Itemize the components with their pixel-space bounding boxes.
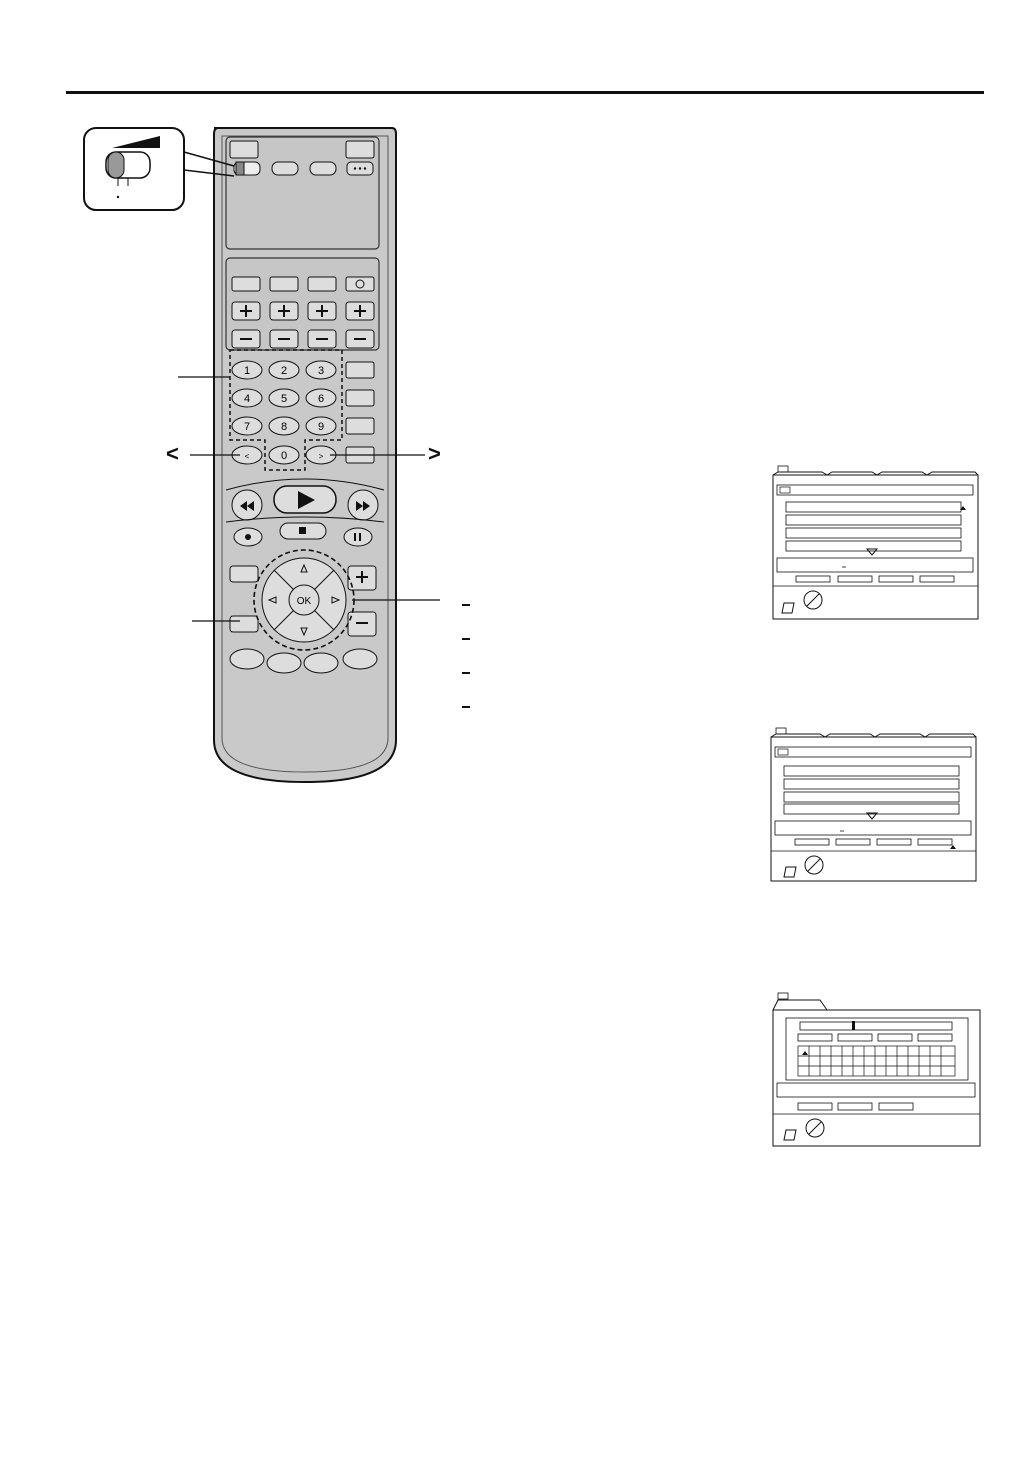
remote-control-illustration <box>0 0 460 800</box>
on-screen-menu-3 <box>772 990 984 1148</box>
key-1: 1 <box>243 365 251 377</box>
step-dash-1 <box>462 604 470 606</box>
key-9: 9 <box>317 421 325 433</box>
on-screen-menu-1 <box>772 463 982 621</box>
step-dash-2 <box>462 638 470 640</box>
ok-label: OK <box>296 596 312 607</box>
key-2: 2 <box>280 365 288 377</box>
key-5: 5 <box>280 393 288 405</box>
left-arrow-callout: < <box>166 441 179 466</box>
key-6: 6 <box>317 393 325 405</box>
cursor-right-label: > <box>318 452 324 461</box>
key-7: 7 <box>243 421 251 433</box>
step-dash-3 <box>462 672 470 674</box>
top-right-button <box>346 141 374 158</box>
step-dash-4 <box>462 706 470 708</box>
on-screen-menu-2 <box>770 725 980 883</box>
key-8: 8 <box>280 421 288 433</box>
pause-button <box>344 528 372 546</box>
cursor-left-label: < <box>244 452 250 461</box>
key-3: 3 <box>317 365 325 377</box>
right-arrow-callout: > <box>428 441 441 466</box>
top-button-2 <box>272 162 298 175</box>
key-4: 4 <box>243 393 251 405</box>
key-0: 0 <box>280 450 288 462</box>
timer-button <box>346 277 374 291</box>
power-button <box>230 141 258 158</box>
top-button-3 <box>310 162 336 175</box>
